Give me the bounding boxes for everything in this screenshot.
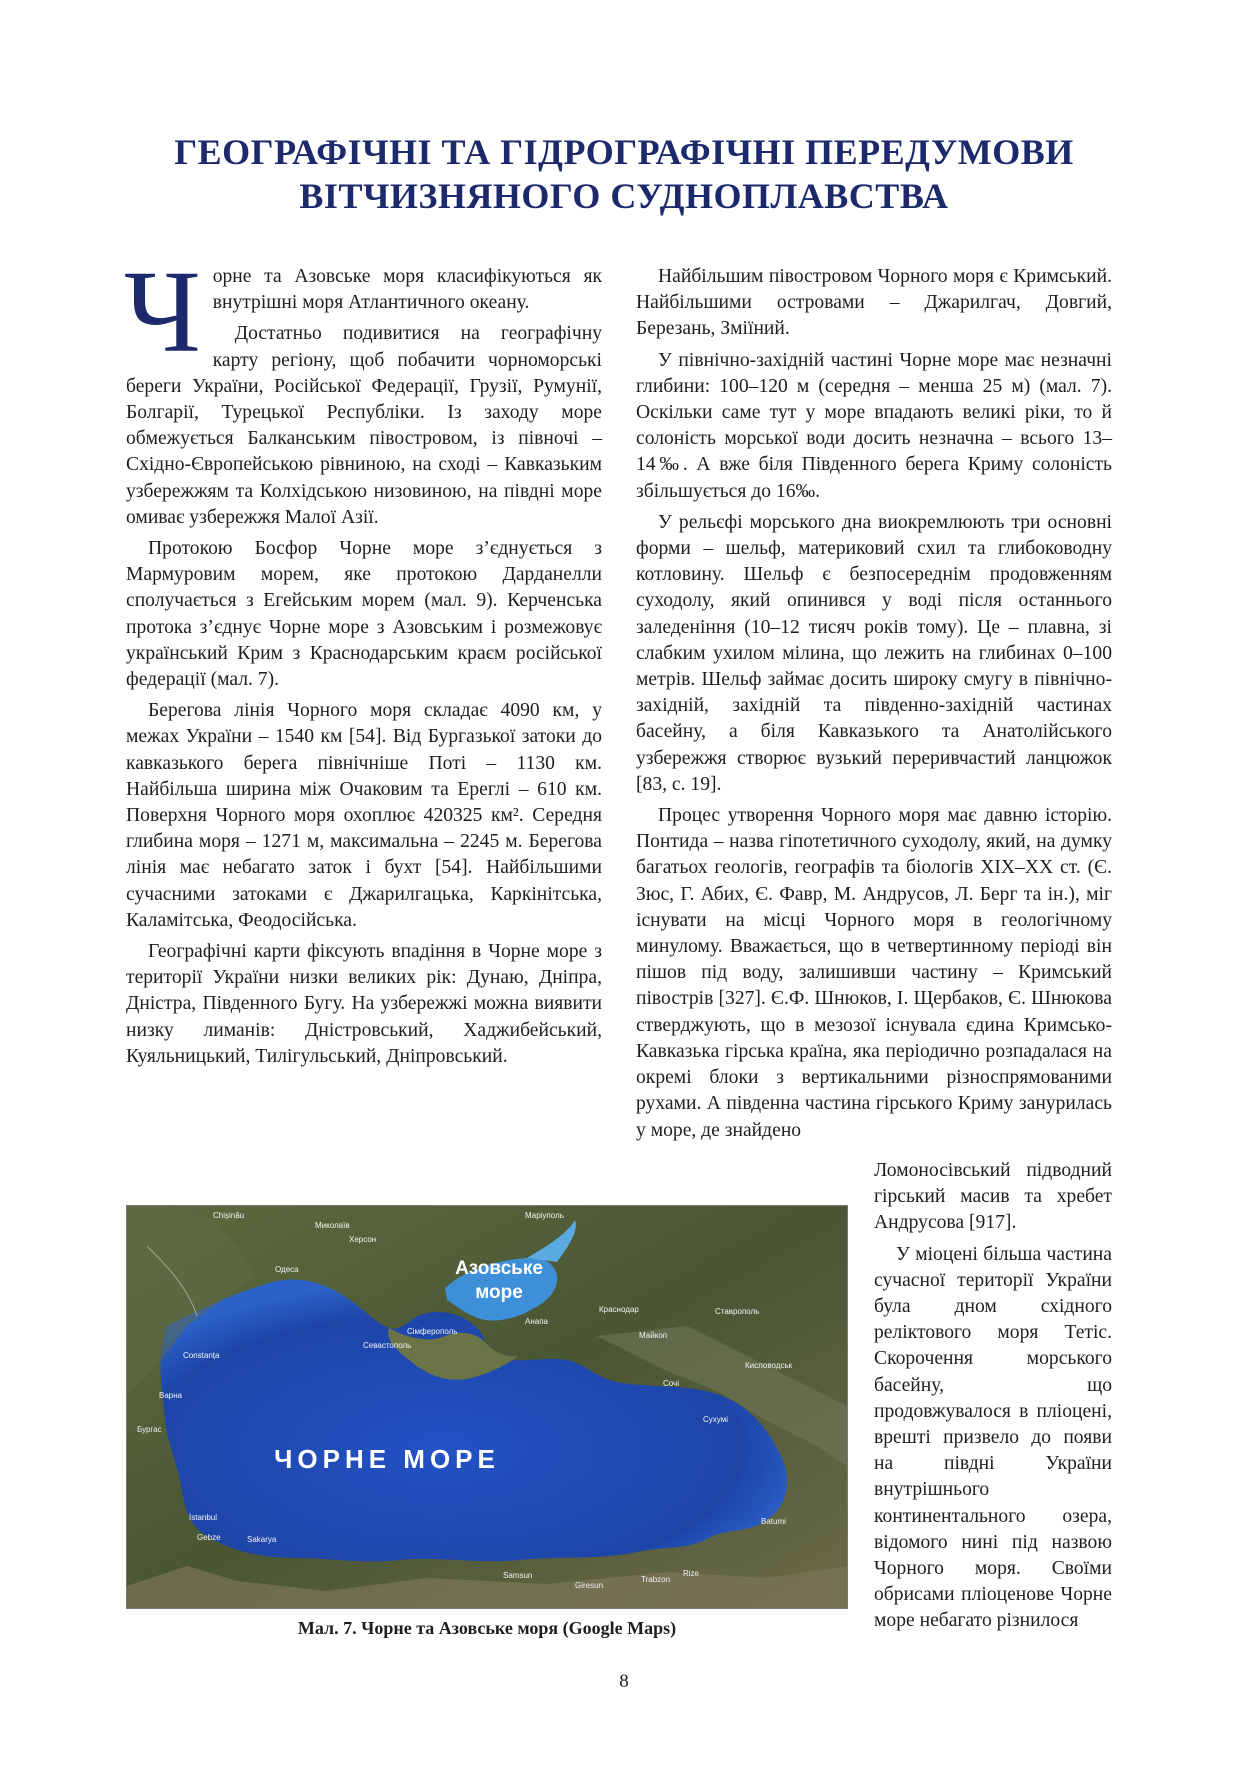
map-label-burgas: Бургас — [137, 1425, 162, 1434]
paragraph-straits: Протокою Босфор Чорне море з’єднується з Мармуровим морем, яке протокою Дарданелли сполучається з Егейським морем (мал. 9). Керченська протока з’єднує Чорне море з Азовським і розмежовує український Крим з Краснодарським краєм російської федерації (мал. 7). — [126, 538, 602, 691]
map-label-rize: Rize — [683, 1569, 700, 1578]
paragraph-coastline: Берегова лінія Чорного моря складає 4090 км, у межах України – 1540 км [54]. Від Бургазької затоки до кавказького берега північніше Поті – 1130 км. Найбільша ширина між Очаковим та Ереглі – 610 км. Поверхня Чорного моря охоплює 420325 км². Середня глибина моря – 1271 м, максимальна – 2245 м. Берегова лінія має небагато заток і бухт [54]. Найбільшими сучасними затоками є Джарилгацька, Каркінітська, Каламітська, Феодосійська. — [126, 700, 602, 931]
paragraph-depths: У північно-західній частині Чорне море має незначні глибини: 100–120 м (середня – менша 25 м) (мал. 7). Оскільки саме тут у море впадають великі ріки, то й солоність морської води досить незначна – всього 13–14‰. А вже біля Південного берега Криму солоність збільшується до 16‰. — [636, 349, 1112, 502]
map-label-stavropol: Ставрополь — [715, 1307, 760, 1316]
title-line-1: ГЕОГРАФІЧНІ ТА ГІДРОГРАФІЧНІ ПЕРЕДУМОВИ — [174, 132, 1074, 172]
map-label-trabzon: Trabzon — [641, 1575, 671, 1584]
map-label-giresun: Giresun — [575, 1581, 604, 1590]
page-number: 8 — [619, 1671, 629, 1692]
wrapped-column — [874, 1158, 1112, 1640]
figure-caption: Мал. 7. Чорне та Азовське моря (Google Maps) — [297, 1618, 677, 1638]
map-label-varna: Варна — [159, 1391, 183, 1400]
map-label-maykop: Майкоп — [639, 1331, 668, 1340]
map-label-kherson: Херсон — [349, 1235, 377, 1244]
map-label-mykolaiv: Миколаїв — [315, 1221, 350, 1230]
map-label-kislovodsk: Кисловодськ — [745, 1361, 793, 1370]
black-sea-label: ЧОРНЕ МОРЕ — [274, 1444, 500, 1474]
map-label-odesa: Одеса — [275, 1265, 299, 1274]
map-label-anapa: Анапа — [525, 1317, 548, 1326]
map-svg — [127, 1206, 847, 1608]
right-column — [636, 264, 1112, 1149]
azov-sea-label-1: Азовське — [455, 1258, 543, 1279]
azov-sea-label-2: море — [475, 1282, 523, 1303]
map-label-simferopol: Сімферополь — [407, 1327, 458, 1336]
paragraph-rivers: Географічні карти фіксують впадіння в Чорне море з території України низки великих рік: Дунаю, Дніпра, Дністра, Південного Бугу. На узбережжі можна виявити низку лиманів: Дністровський, Хаджибейський, Куяльницький, Тилігульський, Дніпровський. — [126, 941, 602, 1067]
map-label-chisinau: Chișinău — [213, 1211, 245, 1220]
paragraph-intro-text: орне та Азовське моря класифікуються як внутрішні моря Атлантичного океану. — [212, 266, 602, 314]
map-label-samsun: Samsun — [503, 1571, 533, 1580]
drop-cap: Ч — [124, 246, 201, 377]
black-sea-map — [126, 1205, 848, 1609]
map-label-batumi: Batumi — [761, 1517, 786, 1526]
map-label-mariupol: Маріуполь — [525, 1211, 564, 1220]
map-label-sukhumi: Сухумі — [703, 1415, 728, 1424]
paragraph-history: Процес утворення Чорного моря має давню історію. Понтида – назва гіпотетичного суходолу, який, на думку багатьох геологів, географів та біологів XIX–XX ст. (Є. Зюс, Г. Абих, Є. Фавр, М. Андрусов, Л. Берг та ін.), міг існувати на місці Чорного моря в геологічному минулому. Вважається, що в четвертинному періоді він пішов під воду, залишивши частину – Кримський півострів [327]. Є.Ф. Шнюков, І. Щербаков, Є. Шнюкова стверджують, що в мезозої існувала єдина Кримсько-Кавказька гірська країна, яка періодично розпадалася на окремі блоки з вертикальними різноспрямованими рухами. А південна частина гірського Криму занурилась у море, де знайдено — [636, 805, 1112, 1141]
paragraph-intro — [124, 246, 602, 377]
paragraph-history-continued: Ломоносівський підводний гірський масив та хребет Андрусова [917]. — [874, 1160, 1112, 1234]
map-label-gebze: Gebze — [197, 1533, 221, 1542]
map-label-krasnodar: Краснодар — [599, 1305, 639, 1314]
paragraph-geography: Достатньо подивитися на географічну карту регіону, щоб побачити чорноморські береги України, Російської Федерації, Грузії, Румунії, Болгарії, Турецької Республіки. Із заходу море обмежується Балканським півостровом, із півночі – Східно-Європейською рівниною, на сході – Кавказьким узбережжям та Колхідською низовиною, на півдні море омиває узбережжя Малої Азії. — [126, 323, 602, 528]
paragraph-relief: У рельєфі морського дна виокремлюють три основні форми – шельф, материковий схил та глибоководну котловину. Шельф є безпосереднім продовженням суходолу, який опинився у воді після останнього заледеніння (10–12 тисяч років тому). Це – плавна, зі слабким ухилом мілина, що лежить на глибинах 0–100 метрів. Шельф займає досить широку смугу в північно-західній, західній та південно-західній частинах басейну, а біля Кавказького та Анатолійського узбережжя створює вузький переривчастий ланцюжок [83, с. 19]. — [636, 511, 1112, 795]
paragraph-miocene: У міоцені більша частина сучасної території України була дном східного реліктового моря Тетіс. Скорочення морського басейну, що продовжувалося в пліоцені, врешті призвело до появи на півдні України внутрішнього континентального озера, відомого нині під назвою Чорного моря. Своїми обрисами пліоценове Чорне море небагато різнилося — [874, 1243, 1112, 1632]
map-label-sevastopol: Севастополь — [363, 1341, 412, 1350]
map-label-istanbul: İstanbul — [189, 1513, 218, 1522]
map-label-sakarya: Sakarya — [247, 1535, 277, 1544]
page-title — [130, 130, 1118, 218]
title-line-2: ВІТЧИЗНЯНОГО СУДНОПЛАВСТВА — [299, 176, 949, 216]
map-label-sochi: Сочі — [663, 1379, 679, 1388]
map-label-constanta: Constanța — [183, 1351, 220, 1360]
left-column — [124, 246, 602, 1075]
paragraph-peninsula: Найбільшим півостровом Чорного моря є Кримський. Найбільшими островами – Джарилгач, Довгий, Березань, Зміїний. — [636, 266, 1112, 340]
